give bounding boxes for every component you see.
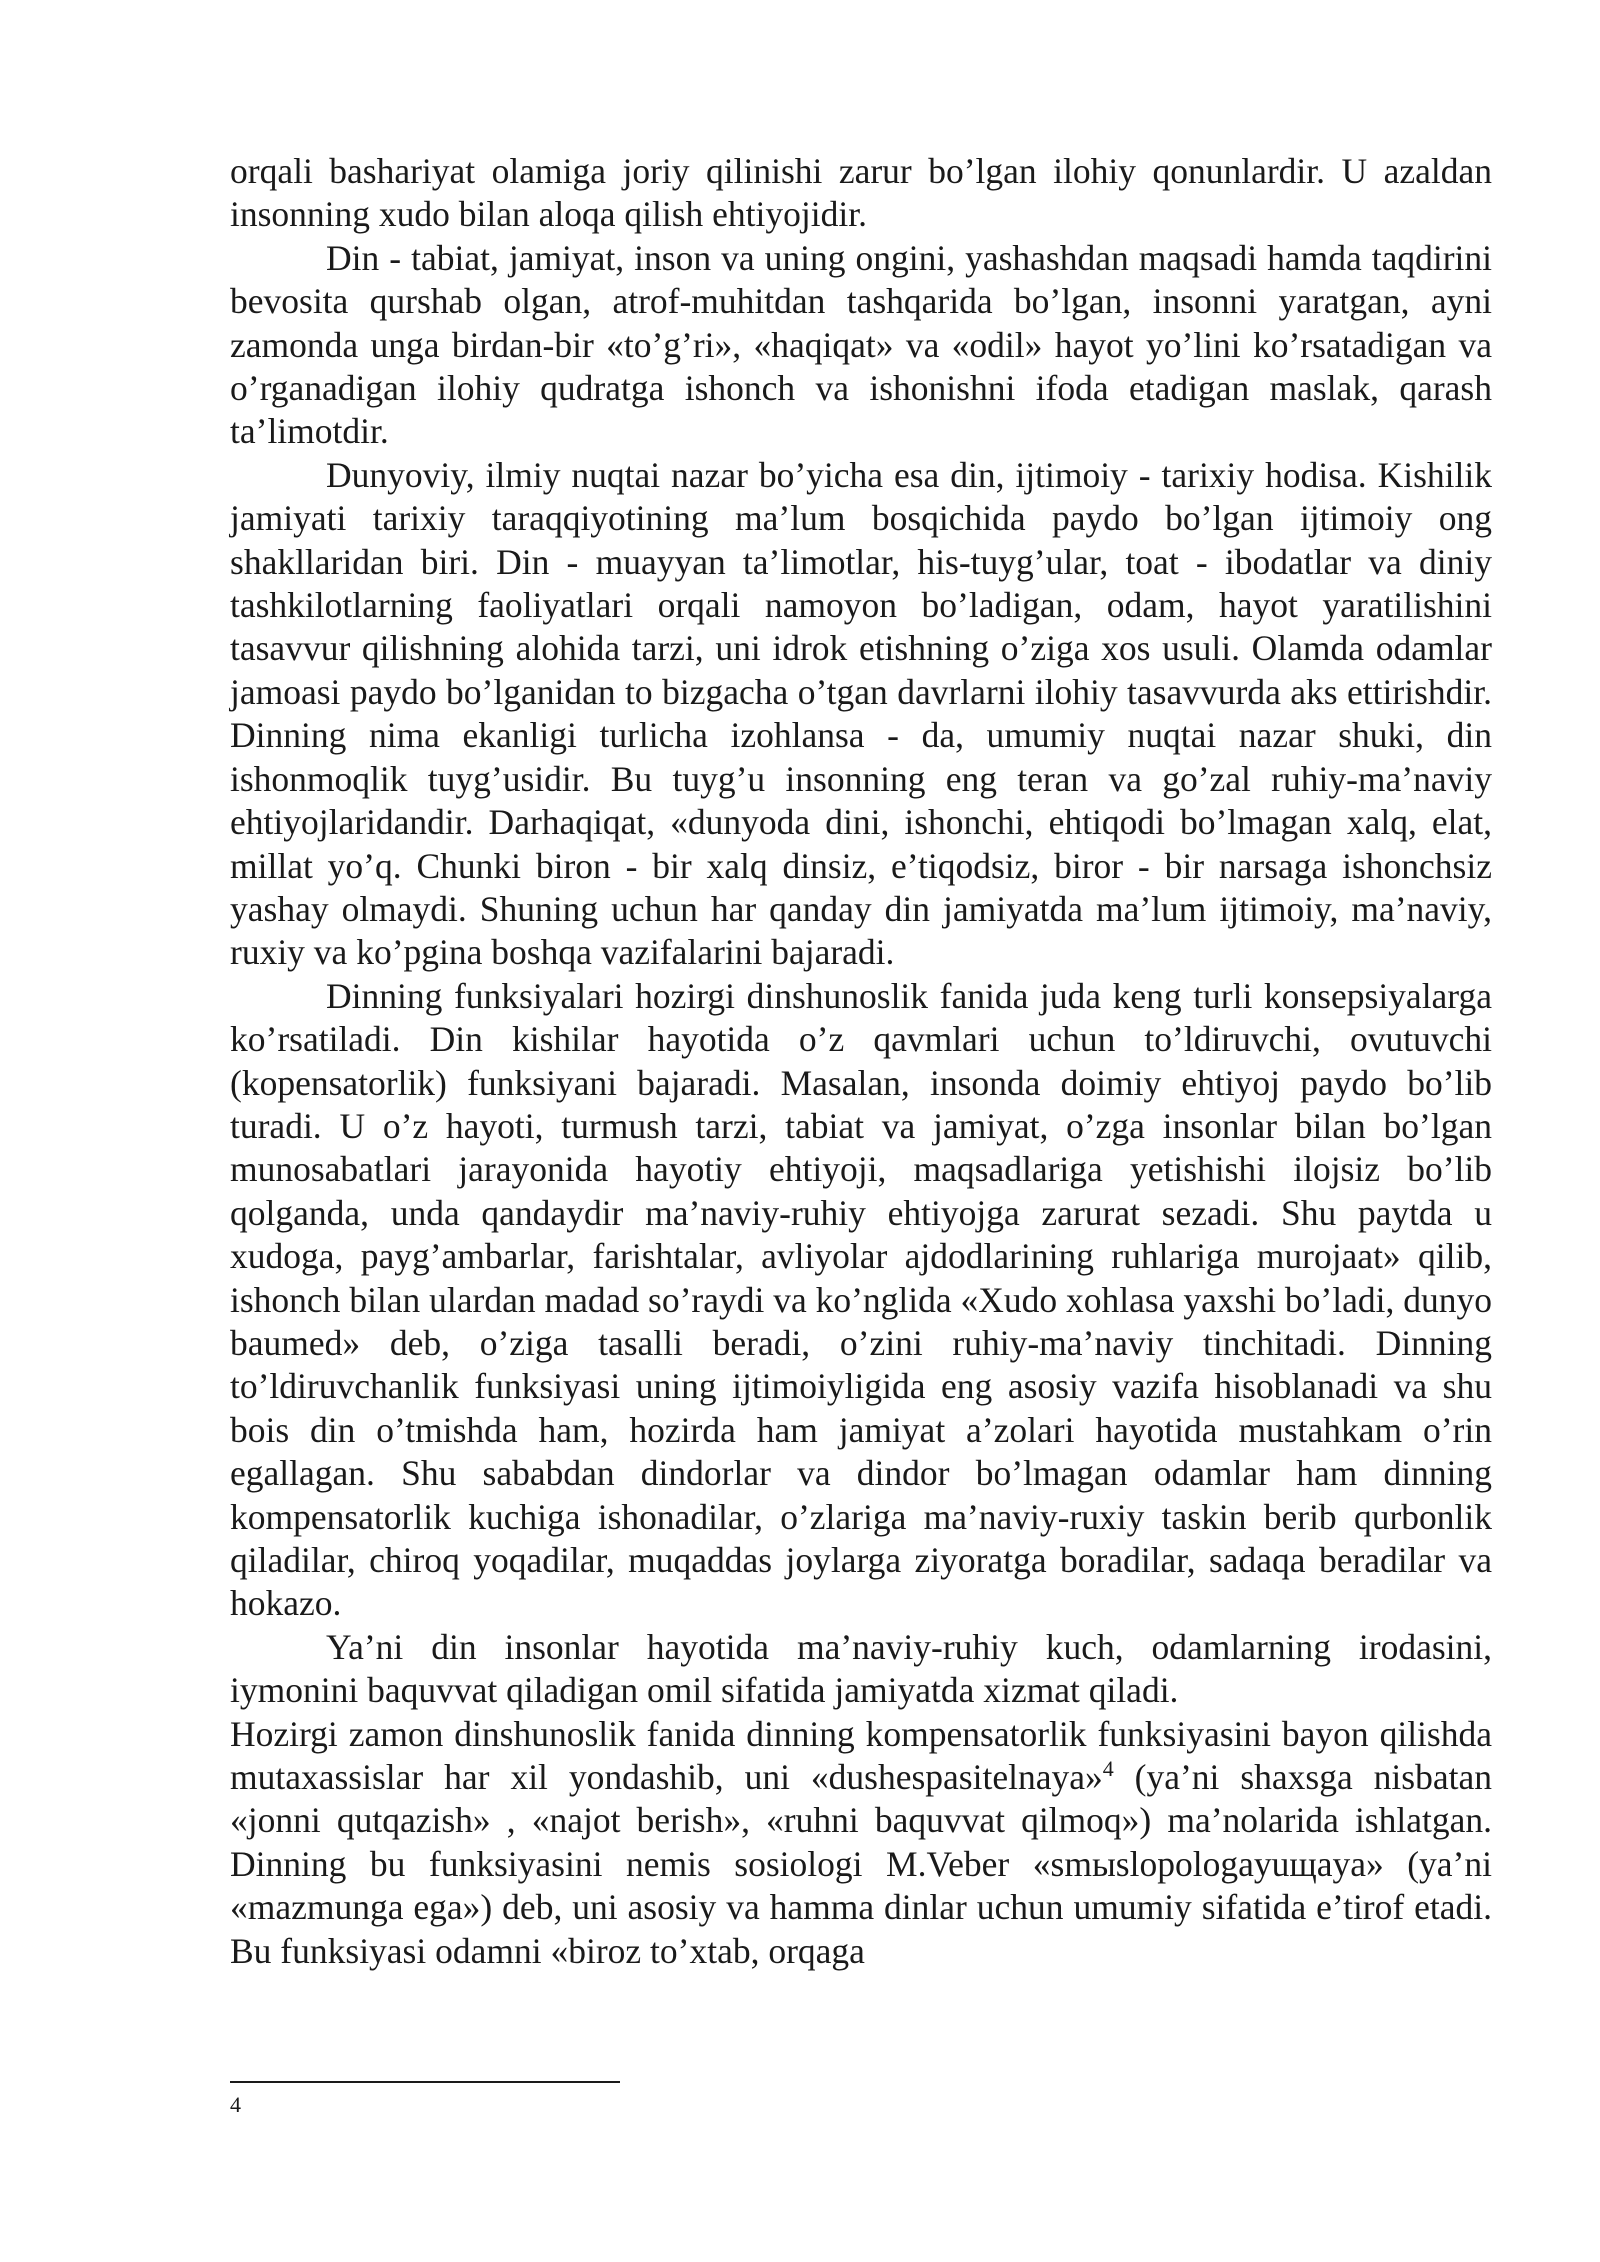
footnote-separator — [230, 2081, 620, 2083]
paragraph-6-text-end: (ya’ni shaxsga nisbatan «jonni qutqazish» , «najot berish», «ruhni baquvvat qilmoq») ma’nolarida ishlatgan. Dinning bu funksiyasini nemis sosiologi M.Veber «smыslopologayuщaya» (ya’ni «mazmunga ega») deb, uni asosiy va hamma dinlar uchun umumiy sifatida e’tirof etadi. Bu funksiyasi odamni «biroz to’xtab, orqaga — [230, 1757, 1492, 1971]
document-body — [230, 150, 1492, 1973]
footnote — [230, 2092, 241, 2118]
paragraph-1: orqali bashariyat olamiga joriy qilinishi zarur bo’lgan ilohiy qonunlardir. U azaldan insonning xudo bilan aloqa qilish ehtiyojidir. — [230, 151, 1492, 235]
footnote-number: 4 — [230, 2092, 241, 2117]
paragraph-5: Ya’ni din insonlar hayotida ma’naviy-ruhiy kuch, odamlarning irodasini, iymonini baquvvat qiladigan omil sifatida jamiyatda xizmat qiladi. — [230, 1626, 1492, 1711]
paragraph-6-text-start: Hozirgi zamon dinshunoslik fanida dinning kompensatorlik funksiyasini bayon qilishda mutaxassislar har xil yondashib, uni «dushespasitelnaya» — [230, 1713, 1492, 1798]
paragraph-6 — [230, 1713, 1492, 1973]
paragraph-4: Dinning funksiyalari hozirgi dinshunoslik fanida juda keng turli konsepsiyalarga ko’rsatiladi. Din kishilar hayotida o’z qavmlari uchun to’ldiruvchi, ovutuvchi (kopensatorlik) funksiyani bajaradi. Masalan, insonda doimiy ehtiyoj paydo bo’lib turadi. U o’z hayoti, turmush tarzi, tabiat va jamiyat, o’zga insonlar bilan bo’lgan munosabatlari jarayonida hayotiy ehtiyoji, maqsadlariga yetishishi ilojsiz bo’lib qolganda, unda qandaydir ma’naviy-ruhiy ehtiyojga zarurat sezadi. Shu paytda u xudoga, payg’ambarlar, farishtalar, avliyolar ajdodlarining ruhlariga murojaat» qilib, ishonch bilan ulardan madad so’raydi va ko’nglida «Xudo xohlasa yaxshi bo’ladi, dunyo baumed» deb, o’ziga tasalli beradi, o’zini ruhiy-ma’naviy tinchitadi. Dinning to’ldiruvchanlik funksiyasi uning ijtimoiyligida eng asosiy vazifa hisoblanadi va shu bois din o’tmishda ham, hozirda ham jamiyat a’zolari hayotida mustahkam o’rin egallagan. Shu sababdan dindorlar va dindor bo’lmagan odamlar ham dinning kompensatorlik kuchiga ishonadilar, o’zlariga ma’naviy-ruxiy taskin berib qurbonlik qiladilar, chiroq yoqadilar, muqaddas joylarga ziyoratga boradilar, sadaqa beradilar va hokazo. — [230, 975, 1492, 1624]
paragraph-2: Din - tabiat, jamiyat, inson va uning ongini, yashashdan maqsadi hamda taqdirini bevosita qurshab olgan, atrof-muhitdan tashqarida bo’lgan, insonni yaratgan, ayni zamonda unga birdan-bir «to’g’ri», «haqiqat» va «odil» hayot yo’lini ko’rsatadigan va o’rganadigan ilohiy qudratga ishonch va ishonishni ifoda etadigan maslak, qarash ta’limotdir. — [230, 237, 1492, 452]
footnote-reference[interactable]: 4 — [1102, 1756, 1114, 1782]
paragraph-3: Dunyoviy, ilmiy nuqtai nazar bo’yicha esa din, ijtimoiy - tarixiy hodisa. Kishilik jamiyati tarixiy taraqqiyotining ma’lum bosqichida paydo bo’lgan ijtimoiy ong shakllaridan biri. Din - muayyan ta’limotlar, his-tuyg’ular, toat - ibodatlar va diniy tashkilotlarning faoliyatlari orqali namoyon bo’ladigan, odam, hayot yaratilishini tasavvur qilishning alohida tarzi, uni idrok etishning o’ziga xos usuli. Olamda odamlar jamoasi paydo bo’lganidan to bizgacha o’tgan davrlarni ilohiy tasavvurda aks ettirishdir. Dinning nima ekanligi turlicha izohlansa - da, umumiy nuqtai nazar shuki, din ishonmoqlik tuyg’usidir. Bu tuyg’u insonning eng teran va go’zal ruhiy-ma’naviy ehtiyojlaridandir. Darhaqiqat, «dunyoda dini, ishonchi, ehtiqodi bo’lmagan xalq, elat, millat yo’q. Chunki biron - bir xalq dinsiz, e’tiqodsiz, biror - bir narsaga ishonchsiz yashay olmaydi. Shuning uchun har qanday din jamiyatda ma’lum ijtimoiy, ma’naviy, ruxiy va ko’pgina boshqa vazifalarini bajaradi. — [230, 454, 1492, 973]
